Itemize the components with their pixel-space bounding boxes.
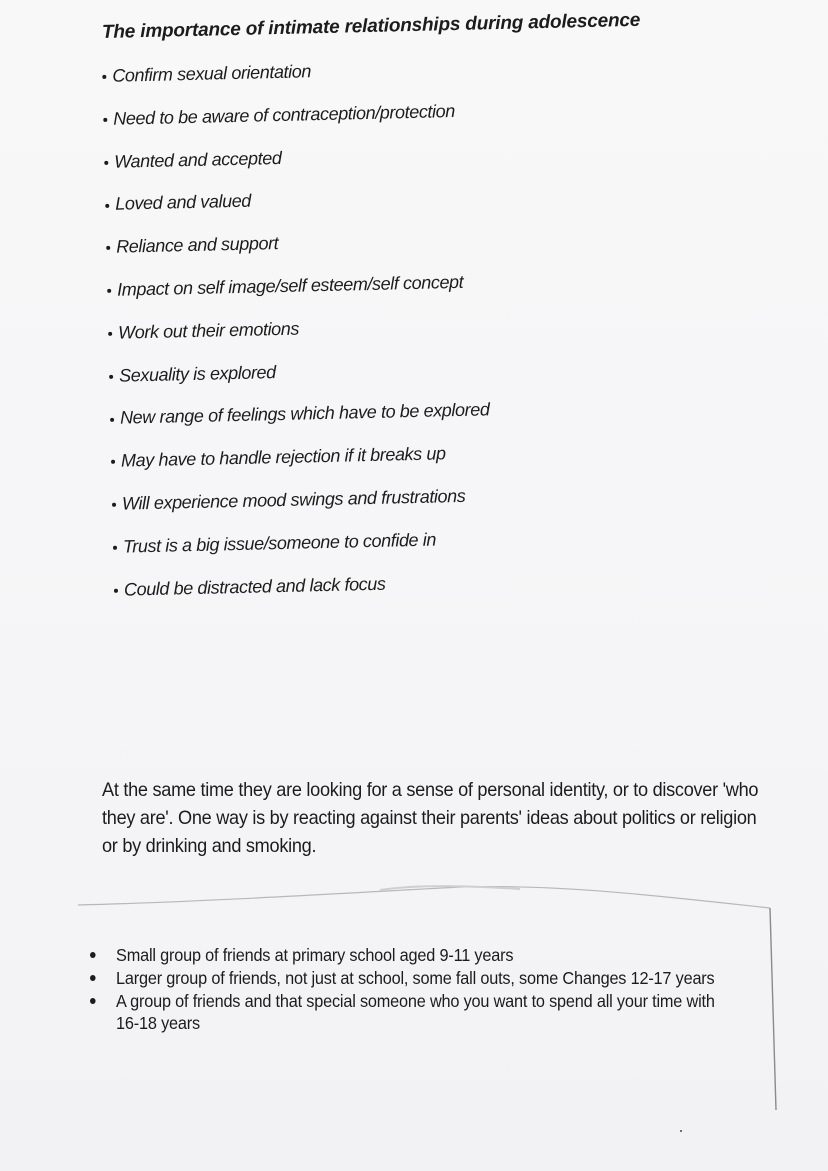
list-item [90, 944, 722, 966]
bullet-icon [90, 975, 96, 981]
list-item-text: Loved and valued [115, 191, 252, 215]
paper-right-edge [770, 908, 776, 1110]
list-item-text: Could be distracted and lack focus [123, 573, 386, 600]
list-item-text: Impact on self image/self esteem/self concept [116, 271, 464, 300]
torn-edge-line [78, 887, 770, 908]
friendship-stages-list [90, 944, 722, 1035]
section-heading: The importance of intimate relationships during adolescence [101, 9, 641, 43]
list-item-text: A group of friends and that special someone who you want to spend all your time with 16-18 years [116, 991, 715, 1033]
list-item-text: Confirm sexual orientation [112, 61, 312, 86]
list-item [90, 967, 722, 989]
bullet-icon [90, 998, 96, 1004]
identity-paragraph: At the same time they are looking for a sense of personal identity, or to discover 'who they are'. One way is by reacting against their parents' ideas about politics or religion or by drinking and smoking. [102, 779, 759, 857]
bullet-icon [90, 952, 96, 958]
list-item-text: Will experience mood swings and frustrations [121, 485, 466, 514]
list-item-text: May have to handle rejection if it breaks up [120, 443, 446, 471]
list-item-text: Wanted and accepted [114, 147, 282, 172]
list-item-text: New range of feelings which have to be explored [119, 399, 490, 429]
list-item-text: Trust is a big issue/someone to confide in [122, 529, 437, 557]
scan-speck [680, 1130, 682, 1132]
list-item [90, 990, 722, 1034]
list-item-text: Work out their emotions [117, 318, 300, 343]
list-item-text: Reliance and support [115, 233, 279, 257]
list-item-text: Sexuality is explored [118, 361, 276, 386]
list-item-text: Need to be aware of contraception/protection [113, 100, 456, 129]
list-item-text: Small group of friends at primary school aged 9-11 years [116, 945, 514, 965]
list-item-text: Larger group of friends, not just at school, some fall outs, some Changes 12-17 years [116, 968, 715, 988]
